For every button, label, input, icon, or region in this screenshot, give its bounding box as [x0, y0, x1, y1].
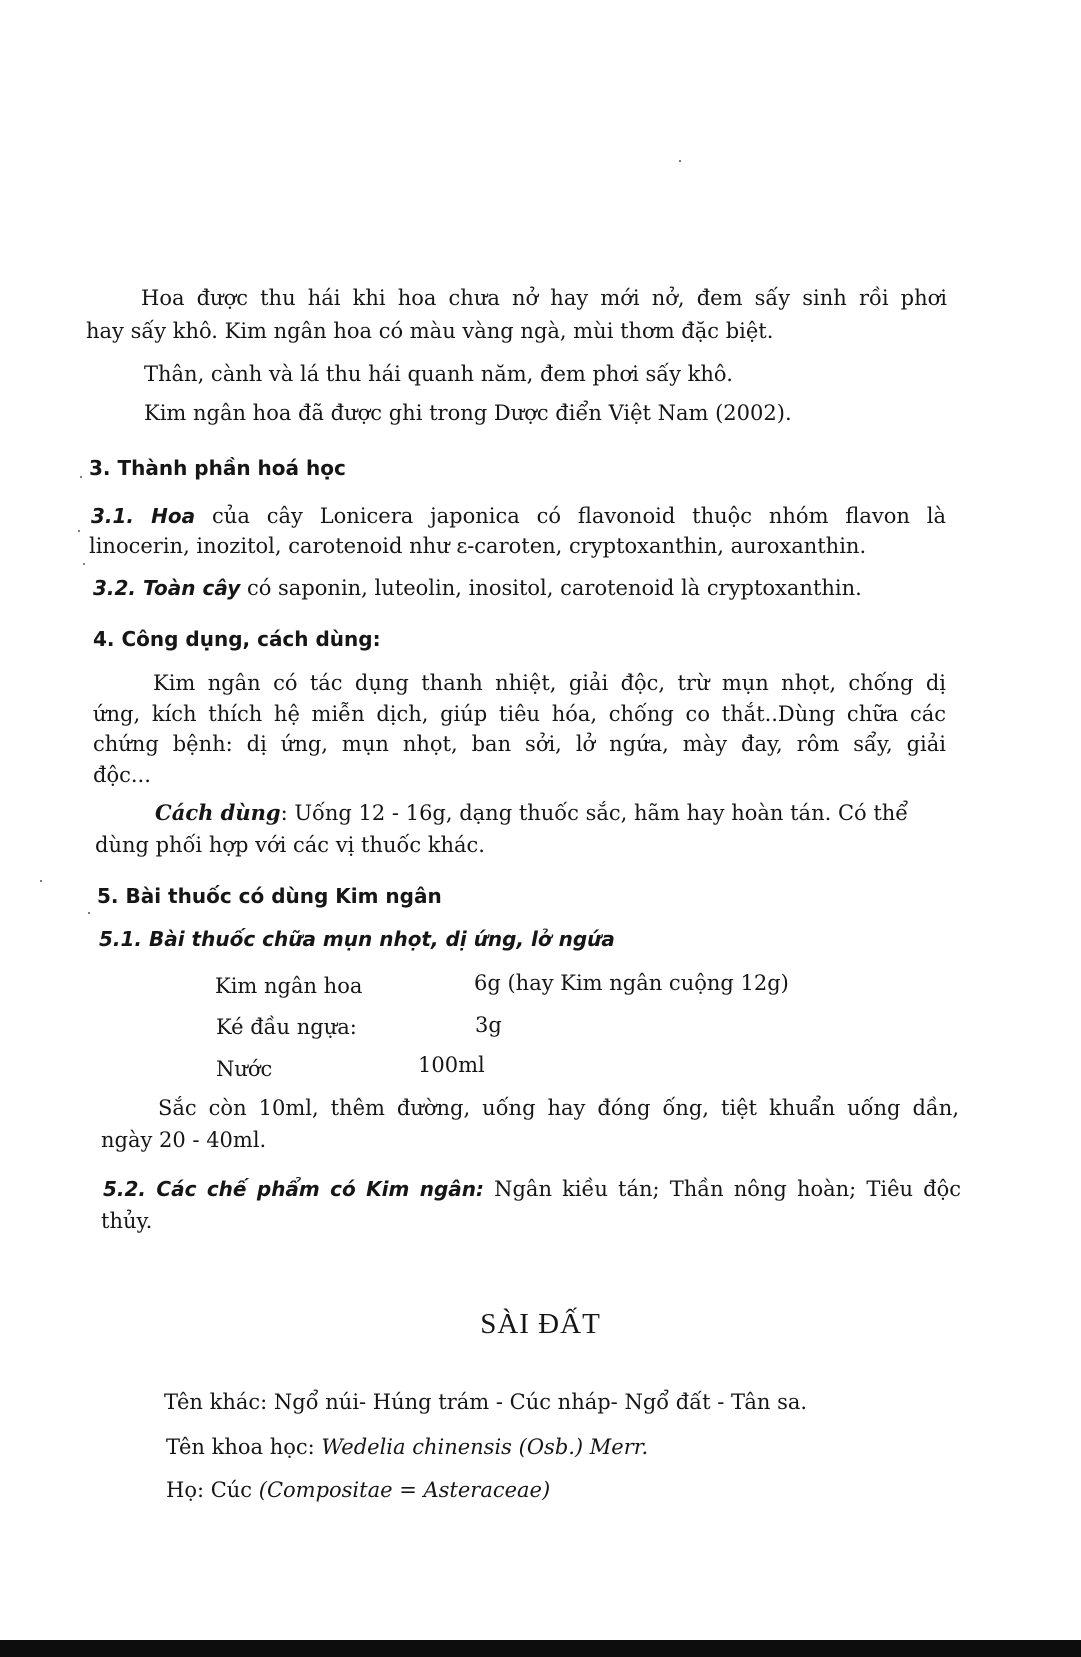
plant-title: SÀI ĐẤT	[480, 1308, 601, 1340]
section-4-line-1: Kim ngân có tác dụng thanh nhiệt, giải độc, trừ mụn nhọt, chống dị	[153, 671, 946, 695]
section-3-2-lead: 3.2. Toàn cây	[93, 576, 241, 600]
section-3-heading: 3. Thành phần hoá học	[89, 456, 346, 480]
section-4-line-4: độc...	[93, 763, 151, 787]
section-3-2-text: có saponin, luteolin, inositol, carotenoid là cryptoxanthin.	[246, 576, 862, 600]
section-3-1-text: của cây Lonicera japonica có flavonoid thuộc nhóm flavon là	[212, 504, 946, 528]
intro-line-4: Kim ngân hoa đã được ghi trong Dược điển Việt Nam (2002).	[144, 401, 792, 425]
scientific-name-label: Tên khoa học:	[166, 1435, 315, 1459]
family-value: (Compositae = Asteraceae)	[258, 1478, 551, 1502]
recipe-ingredient-name: Nước	[216, 1057, 273, 1081]
usage-lead: Cách dùng	[155, 800, 281, 825]
plant-scientific-name	[166, 1428, 648, 1466]
section-3-1-line-2: linocerin, inozitol, carotenoid như ε-caroten, cryptoxanthin, auroxanthin.	[89, 534, 867, 558]
recipe-ingredient-name: Ké đầu ngựa:	[216, 1015, 357, 1039]
plant-other-names	[164, 1383, 807, 1421]
section-5-heading: 5. Bài thuốc có dùng Kim ngân	[97, 884, 442, 908]
section-4-line-3: chứng bệnh: dị ứng, mụn nhọt, ban sởi, lở ngứa, mày đay, rôm sẩy, giải	[93, 732, 946, 756]
intro-line-3: Thân, cành và lá thu hái quanh năm, đem phơi sấy khô.	[144, 362, 733, 386]
recipe-prep-line-2: ngày 20 - 40ml.	[101, 1128, 267, 1152]
section-5-1-heading: 5.1. Bài thuốc chữa mụn nhọt, dị ứng, lở ngứa	[99, 927, 615, 951]
scan-speck	[78, 530, 80, 532]
recipe-ingredient-qty: 3g	[475, 1013, 502, 1037]
scan-speck	[83, 563, 85, 565]
scan-bottom-edge	[0, 1640, 1081, 1657]
plant-family	[166, 1471, 550, 1509]
recipe-ingredient-qty: 6g (hay Kim ngân cuộng 12g)	[474, 971, 789, 995]
section-5-2-text: Ngân kiều tán; Thần nông hoàn; Tiêu độc	[494, 1177, 961, 1201]
section-3-1-lead: 3.1. Hoa	[91, 504, 196, 528]
section-4-heading: 4. Công dụng, cách dùng:	[93, 627, 381, 651]
intro-line-1: Hoa được thu hái khi hoa chưa nở hay mới nở, đem sấy sinh rồi phơi	[141, 286, 947, 310]
recipe-prep-line-1: Sắc còn 10ml, thêm đường, uống hay đóng ống, tiệt khuẩn uống dần,	[158, 1096, 959, 1120]
section-5-2-line-1	[103, 1170, 961, 1208]
scan-speck	[679, 160, 681, 162]
scan-speck	[88, 912, 90, 914]
section-4-line-2: ứng, kích thích hệ miễn dịch, giúp tiêu hóa, chống co thắt..Dùng chữa các	[93, 702, 946, 726]
usage-text: : Uống 12 - 16g, dạng thuốc sắc, hãm hay hoàn tán. Có thể	[280, 801, 909, 825]
other-names-value: Ngổ núi- Húng trám - Cúc nháp- Ngổ đất - Tân sa.	[273, 1390, 808, 1414]
scan-speck	[40, 880, 42, 882]
section-5-2-lead: 5.2. Các chế phẩm có Kim ngân:	[103, 1177, 484, 1201]
family-label: Họ: Cúc	[166, 1478, 253, 1502]
scientific-name-value: Wedelia chinensis (Osb.) Merr.	[321, 1435, 649, 1459]
recipe-ingredient-name: Kim ngân hoa	[215, 974, 363, 998]
recipe-ingredient-qty: 100ml	[418, 1053, 485, 1077]
section-5-2-line-2: thủy.	[101, 1209, 153, 1233]
other-names-label: Tên khác:	[164, 1390, 268, 1414]
section-3-2-line	[93, 569, 862, 607]
scan-speck	[80, 476, 82, 478]
usage-line-2: dùng phối hợp với các vị thuốc khác.	[95, 833, 485, 857]
intro-line-2: hay sấy khô. Kim ngân hoa có màu vàng ngà, mùi thơm đặc biệt.	[86, 319, 774, 343]
